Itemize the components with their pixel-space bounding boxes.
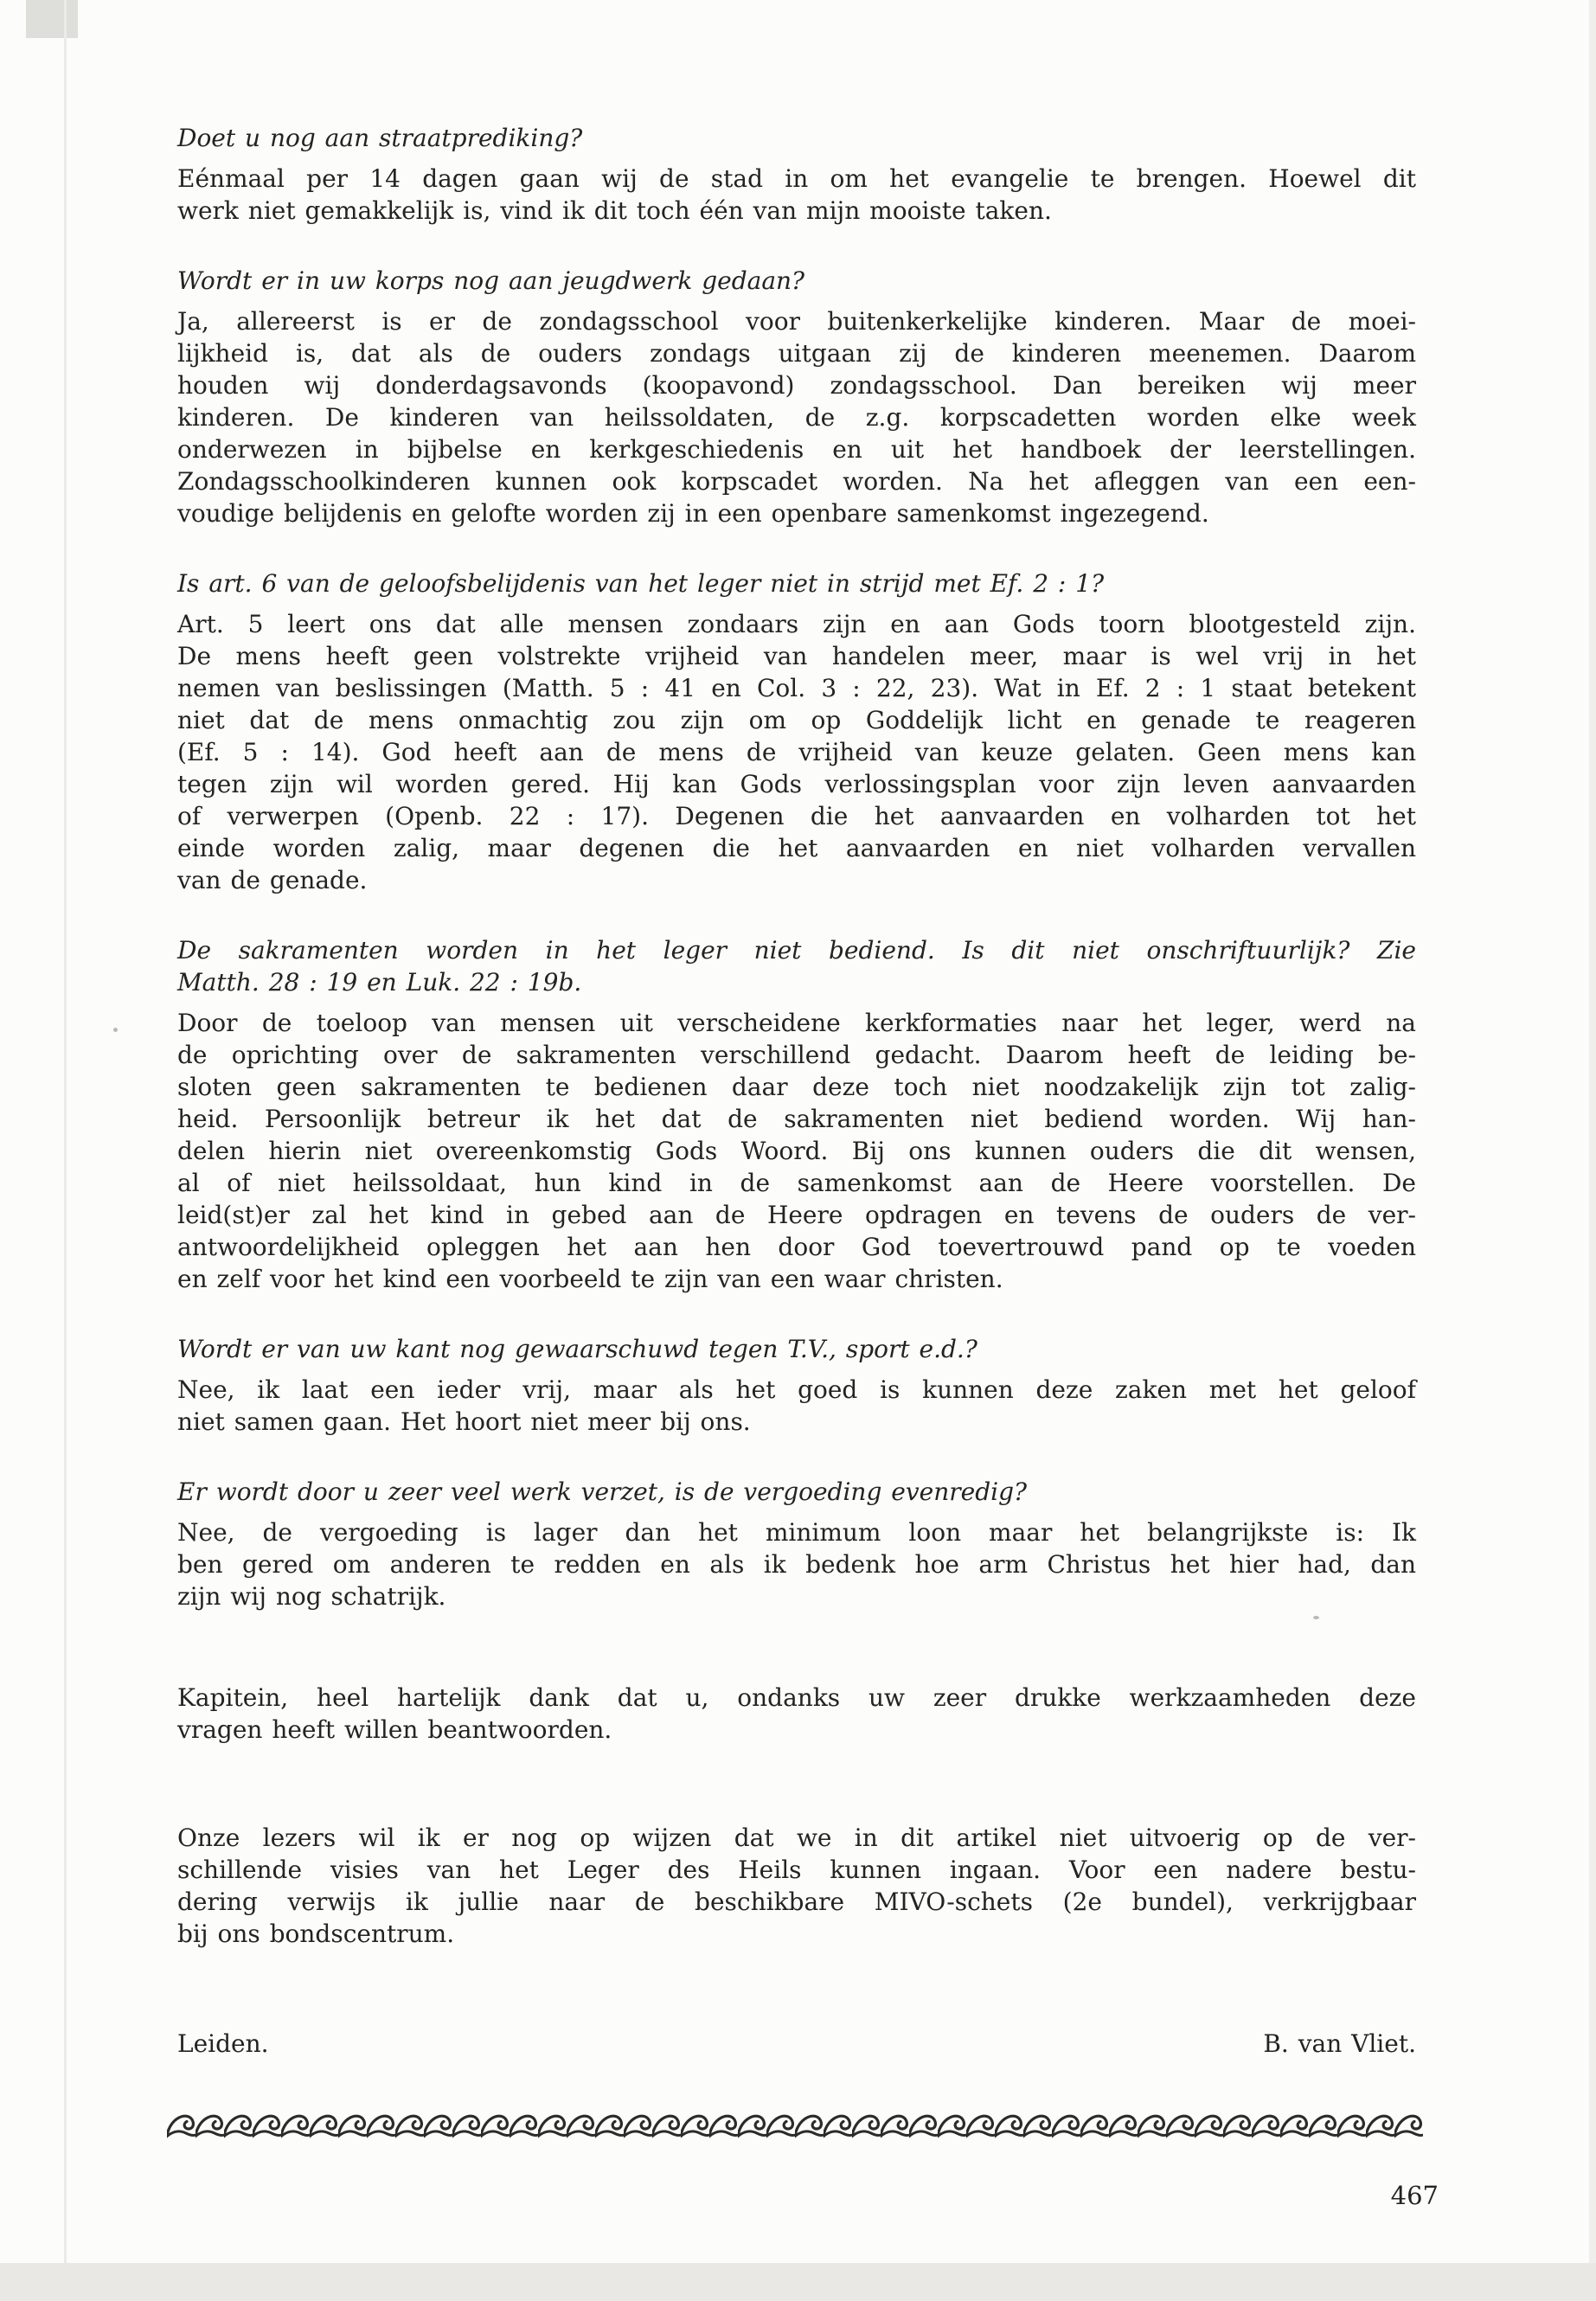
answer-block — [177, 163, 1416, 227]
text-line: Door de toeloop van mensen uit verscheidene kerkformaties naar het leger, werd na — [177, 1009, 1416, 1037]
text-line: Ja, allereerst is er de zondagsschool voor buitenkerkelijke kinderen. Maar de moei- — [177, 307, 1416, 336]
text-line: (Ef. 5 : 14). God heeft aan de mens de vrijheid van keuze gelaten. Geen mens kan — [177, 738, 1416, 766]
text-line: Doet u nog aan straatprediking? — [177, 124, 583, 152]
answer-block — [177, 608, 1416, 896]
text-line: antwoordelijkheid opleggen het aan hen door God toevertrouwd pand op te voeden — [177, 1233, 1416, 1261]
text-line: Wordt er van uw kant nog gewaarschuwd tegen T.V., sport e.d.? — [177, 1335, 977, 1363]
question-block — [177, 1333, 1416, 1365]
wave-scroll-ornament — [167, 2112, 1423, 2139]
scan-speck — [113, 1028, 118, 1032]
text-line: Onze lezers wil ik er nog op wijzen dat we in dit artikel niet uitvoerig op de ver- — [177, 1823, 1416, 1852]
signature-author: B. van Vliet. — [1263, 2029, 1416, 2058]
text-line: leid(st)er zal het kind in gebed aan de Heere opdragen en tevens de ouders de ver- — [177, 1201, 1416, 1229]
text-line: kinderen. De kinderen van heilssoldaten, de z.g. korpscadetten worden elke week — [177, 403, 1416, 432]
text-line: Kapitein, heel hartelijk dank dat u, ondanks uw zeer drukke werkzaamheden deze — [177, 1683, 1416, 1712]
text-line: Er wordt door u zeer veel werk verzet, is de vergoeding evenredig? — [177, 1477, 1028, 1506]
text-line: en zelf voor het kind een voorbeeld te zijn van een waar christen. — [177, 1265, 1003, 1293]
text-line: einde worden zalig, maar degenen die het aanvaarden en niet volharden vervallen — [177, 834, 1416, 862]
text-line: onderwezen in bijbelse en kerkgeschiedenis en uit het handboek der leerstellingen. — [177, 435, 1416, 464]
question-block — [177, 265, 1416, 297]
text-line: Nee, de vergoeding is lager dan het minimum loon maar het belangrijkste is: Ik — [177, 1518, 1416, 1547]
question-block — [177, 122, 1416, 154]
text-line: nemen van beslissingen (Matth. 5 : 41 en Col. 3 : 22, 23). Wat in Ef. 2 : 1 staat betekent — [177, 674, 1416, 702]
question-block — [177, 934, 1416, 998]
answer-block — [177, 1516, 1416, 1612]
text-line: Art. 5 leert ons dat alle mensen zondaars zijn en aan Gods toorn blootgesteld zijn. — [177, 610, 1416, 638]
text-line: sloten geen sakramenten te bedienen daar deze toch niet noodzakelijk zijn tot zalig- — [177, 1073, 1416, 1101]
text-line: tegen zijn wil worden gered. Hij kan Gods verlossingsplan voor zijn leven aanvaarden — [177, 770, 1416, 798]
text-line: voudige belijdenis en gelofte worden zij in een openbare samenkomst ingezegend. — [177, 499, 1209, 528]
answer-block — [177, 1007, 1416, 1295]
text-line: lijkheid is, dat als de ouders zondags uitgaan zij de kinderen meenemen. Daarom — [177, 339, 1416, 368]
note-block — [177, 1822, 1416, 1950]
page-number-row — [177, 2180, 1439, 2212]
page-number: 467 — [1390, 2181, 1439, 2210]
text-line: delen hierin niet overeenkomstig Gods Woord. Bij ons kunnen ouders die dit wensen, — [177, 1137, 1416, 1165]
answer-block — [177, 305, 1416, 529]
scan-artifact-right-edge — [1589, 0, 1596, 2301]
text-line: werk niet gemakkelijk is, vind ik dit toch één van mijn mooiste taken. — [177, 196, 1052, 225]
text-line: Eénmaal per 14 dagen gaan wij de stad in om het evangelie te brengen. Hoewel dit — [177, 164, 1416, 193]
text-line: de oprichting over de sakramenten verschillend gedacht. Daarom heeft de leiding be- — [177, 1041, 1416, 1069]
text-line: Nee, ik laat een ieder vrij, maar als het goed is kunnen deze zaken met het geloof — [177, 1375, 1416, 1404]
article-body — [177, 122, 1416, 1950]
text-line: Is art. 6 van de geloofsbelijdenis van het leger niet in strijd met Ef. 2 : 1? — [177, 569, 1105, 598]
text-line: Wordt er in uw korps nog aan jeugdwerk gedaan? — [177, 266, 805, 295]
closing-block — [177, 1682, 1416, 1746]
text-line: niet dat de mens onmachtig zou zijn om op Goddelijk licht en genade te reageren — [177, 706, 1416, 734]
text-line: vragen heeft willen beantwoorden. — [177, 1715, 612, 1744]
signature-place: Leiden. — [177, 2029, 269, 2058]
text-line: bij ons bondscentrum. — [177, 1920, 455, 1948]
text-column — [177, 122, 1439, 2212]
question-block — [177, 567, 1416, 599]
scan-artifact-corner — [26, 0, 78, 38]
question-block — [177, 1476, 1416, 1508]
text-line: ben gered om anderen te redden en als ik bedenk hoe arm Christus het hier had, dan — [177, 1550, 1416, 1579]
text-line: Matth. 28 : 19 en Luk. 22 : 19b. — [177, 968, 582, 997]
answer-block — [177, 1374, 1416, 1438]
scan-artifact-bottom-strip — [0, 2263, 1596, 2301]
text-line: of verwerpen (Openb. 22 : 17). Degenen die het aanvaarden en volharden tot het — [177, 802, 1416, 830]
text-line: niet samen gaan. Het hoort niet meer bij ons. — [177, 1407, 751, 1436]
wave-scroll-ornament-svg — [167, 2112, 1423, 2139]
text-line: De sakramenten worden in het leger niet bediend. Is dit niet onschriftuurlijk? Zie — [177, 936, 1416, 965]
text-line: dering verwijs ik jullie naar de beschikbare MIVO-schets (2e bundel), verkrijgbaar — [177, 1888, 1416, 1916]
scan-artifact-left-line — [64, 0, 67, 2301]
text-line: De mens heeft geen volstrekte vrijheid van handelen meer, maar is wel vrij in het — [177, 642, 1416, 670]
text-line: Zondagsschoolkinderen kunnen ook korpscadet worden. Na het afleggen van een een- — [177, 467, 1416, 496]
text-line: heid. Persoonlijk betreur ik het dat de sakramenten niet bediend worden. Wij han- — [177, 1105, 1416, 1133]
text-line: schillende visies van het Leger des Heils kunnen ingaan. Voor een nadere bestu- — [177, 1856, 1416, 1884]
text-line: zijn wij nog schatrijk. — [177, 1582, 446, 1611]
signature-row — [177, 2028, 1416, 2060]
text-line: houden wij donderdagsavonds (koopavond) zondagsschool. Dan bereiken wij meer — [177, 371, 1416, 400]
text-line: van de genade. — [177, 866, 368, 894]
text-line: al of niet heilssoldaat, hun kind in de samenkomst aan de Heere voorstellen. De — [177, 1169, 1416, 1197]
